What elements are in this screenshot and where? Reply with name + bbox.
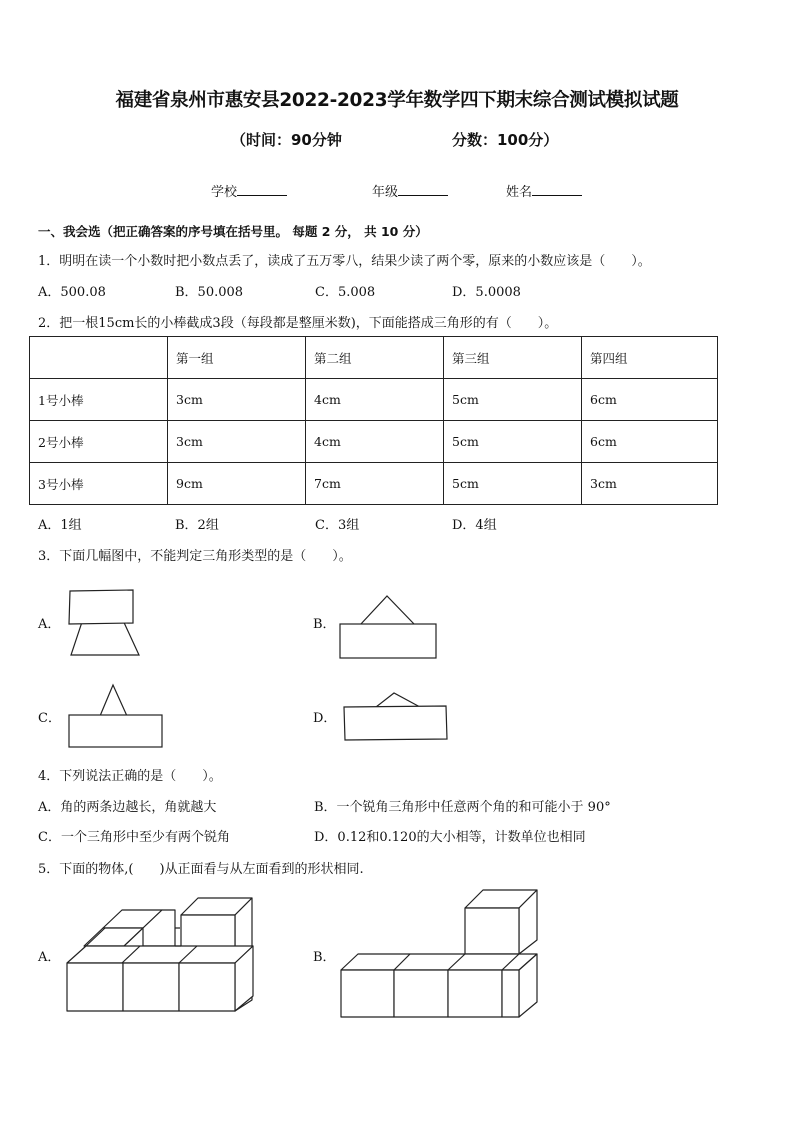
exam-time: （时间：90分钟 [231, 131, 342, 149]
table-cell: 5cm [444, 463, 582, 505]
table-header-cell: 第二组 [306, 337, 444, 379]
q2-option-b[interactable]: B．2组 [175, 518, 219, 533]
table-header-cell: 第三组 [444, 337, 582, 379]
section-heading: 一、我会选（把正确答案的序号填在括号里。 每题 2 分， 共 10 分） [38, 224, 428, 239]
table-cell: 3号小棒 [30, 463, 168, 505]
table-cell: 3cm [168, 421, 306, 463]
q1-stem: 1．明明在读一个小数时把小数点丢了，读成了五万零八，结果少读了两个零，原来的小数应该是（ ）。 [38, 254, 651, 269]
table-cell: 6cm [582, 421, 718, 463]
q3-label-a[interactable]: A． [38, 617, 61, 632]
table-cell: 4cm [306, 421, 444, 463]
name-label: 姓名 [506, 185, 533, 200]
q3-label-d[interactable]: D． [313, 711, 337, 726]
page-title: 福建省泉州市惠安县2022-2023学年数学四下期末综合测试模拟试题 [115, 90, 679, 111]
figure-a-cube-stack [67, 898, 253, 1011]
q3-stem: 3．下面几幅图中，不能判定三角形类型的是（ ）。 [38, 549, 352, 564]
table-cell: 6cm [582, 379, 718, 421]
q2-option-d[interactable]: D．4组 [452, 518, 497, 533]
table-cell: 1号小棒 [30, 379, 168, 421]
figure-b-cube-stack [341, 890, 537, 1017]
table-cell: 5cm [444, 421, 582, 463]
q4-option-d[interactable]: D．0.12和0.120的大小相等，计数单位也相同 [314, 830, 586, 845]
q3-label-c[interactable]: C． [38, 711, 61, 726]
q1-option-a[interactable]: A．500.08 [38, 285, 106, 300]
q5-label-a[interactable]: A． [38, 950, 61, 965]
table-cell: 9cm [168, 463, 306, 505]
q3-label-b[interactable]: B． [313, 617, 336, 632]
q5-label-b[interactable]: B． [313, 950, 336, 965]
table-cell: 3cm [168, 379, 306, 421]
table-header-cell: 第一组 [168, 337, 306, 379]
table-cell: 3cm [582, 463, 718, 505]
table-header-cell: 第四组 [582, 337, 718, 379]
q4-option-b[interactable]: B．一个锐角三角形中任意两个角的和可能小于 90° [314, 800, 611, 815]
table-cell: 5cm [444, 379, 582, 421]
grade-label: 年级 [372, 185, 399, 200]
exam-score: 分数：100分） [452, 131, 559, 149]
q1-option-b[interactable]: B．50.008 [175, 285, 244, 300]
q1-option-c[interactable]: C．5.008 [315, 285, 376, 300]
q4-option-a[interactable]: A．角的两条边越长，角就越大 [38, 800, 217, 815]
school-label: 学校 [211, 185, 238, 200]
table-cell: 7cm [306, 463, 444, 505]
q2-stem: 2．把一根15cm长的小棒截成3段（每段都是整厘米数)，下面能搭成三角形的有（ ）。 [38, 316, 558, 331]
table-cell: 4cm [306, 379, 444, 421]
q2-option-a[interactable]: A．1组 [38, 518, 82, 533]
q4-stem: 4．下列说法正确的是（ ）。 [38, 769, 222, 784]
q5-stem: 5．下面的物体,( )从正面看与从左面看到的形状相同. [38, 862, 364, 877]
table-cell: 2号小棒 [30, 421, 168, 463]
q4-option-c[interactable]: C．一个三角形中至少有两个锐角 [38, 830, 230, 845]
q2-option-c[interactable]: C．3组 [315, 518, 360, 533]
q1-option-d[interactable]: D．5.0008 [452, 285, 521, 300]
